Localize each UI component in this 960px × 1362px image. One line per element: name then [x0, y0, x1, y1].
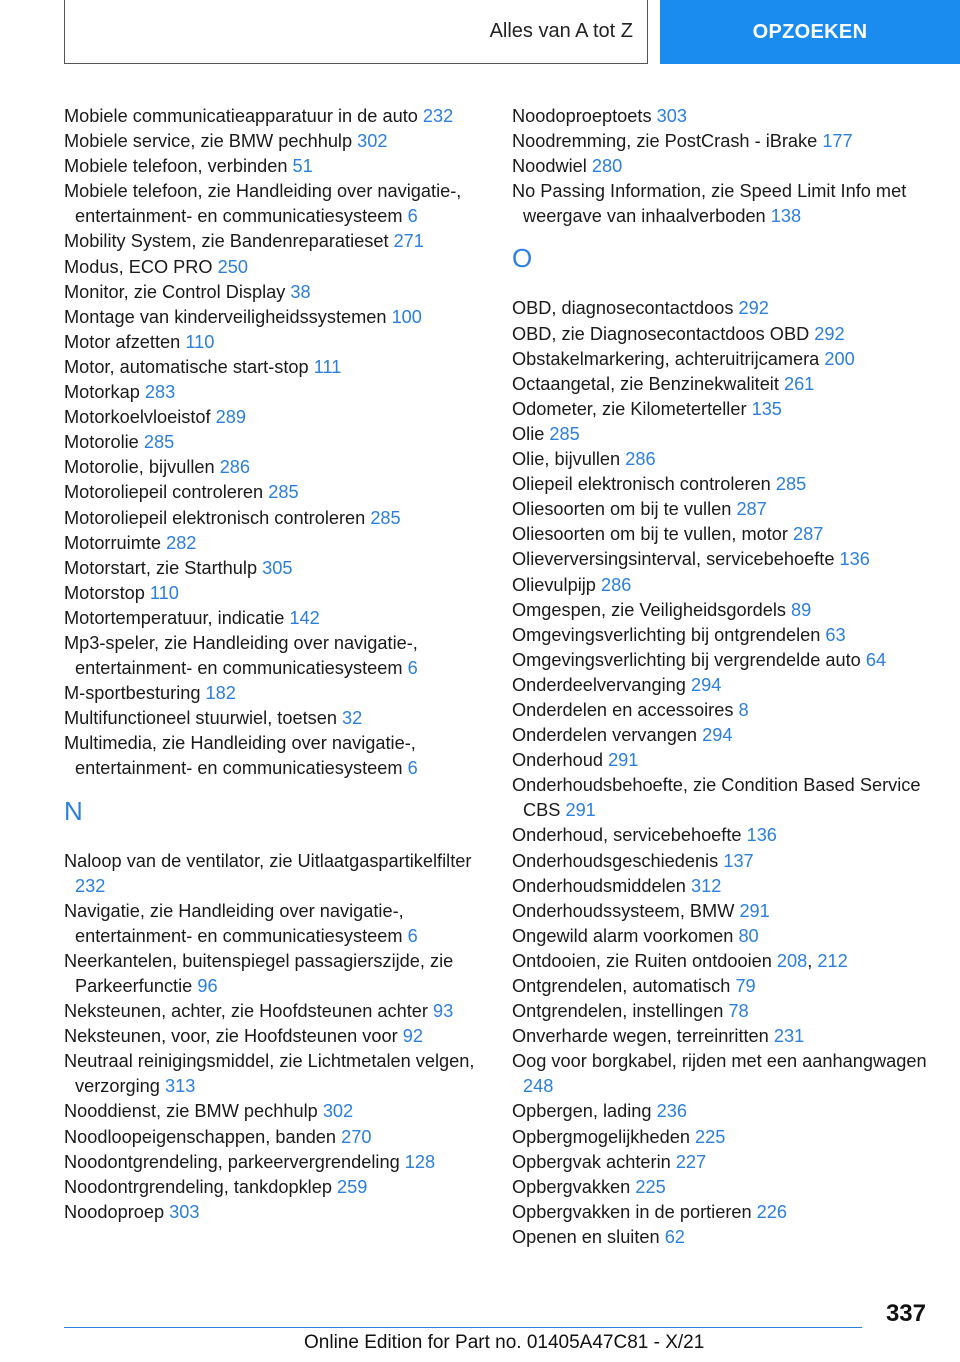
index-entry	[512, 472, 932, 497]
index-entry	[512, 129, 932, 154]
page-link[interactable]: 231	[773, 1026, 805, 1047]
page-link[interactable]: 305	[262, 557, 293, 578]
index-entry	[512, 874, 932, 899]
index-entry	[64, 631, 494, 681]
index-entry	[64, 581, 494, 606]
page-link[interactable]: 226	[756, 1201, 788, 1222]
index-term: Noodwiel	[512, 156, 592, 177]
index-entry	[64, 380, 494, 405]
page-link[interactable]: 261	[783, 373, 815, 394]
index-term: Multimedia, zie Handleiding over navigatie-, entertainment- en communicatiesysteem	[64, 733, 416, 779]
index-term: Openen en sluiten	[512, 1226, 665, 1247]
page-link[interactable]: 302	[322, 1101, 354, 1122]
page-link[interactable]: 8	[738, 699, 749, 720]
index-term: Motoroliepeil elektronisch controleren	[64, 507, 371, 528]
index-term: Olieverversingsinterval, servicebehoefte	[512, 549, 840, 570]
index-term: Opbergmogelijkheden	[512, 1126, 696, 1147]
index-term: Motoroliepeil controleren	[64, 482, 269, 503]
page-link[interactable]: 136	[839, 549, 870, 570]
index-term: Motorkoelvloeistof	[64, 407, 216, 428]
index-term: Olie, bijvullen	[512, 449, 626, 470]
index-entry	[512, 1175, 932, 1200]
page-link[interactable]: 250	[217, 256, 248, 277]
index-entry: Ontdooien, zie Ruiten ontdooien 208, 212	[512, 950, 848, 971]
page-link[interactable]: 227	[675, 1151, 707, 1172]
page-link[interactable]: 142	[289, 607, 320, 628]
page-link[interactable]: 303	[656, 106, 687, 126]
index-entry	[512, 1099, 932, 1124]
index-entry	[64, 506, 494, 531]
index-entry	[512, 723, 932, 748]
index-entry	[64, 531, 494, 556]
page-link[interactable]: 200	[824, 348, 855, 369]
page-link[interactable]: 62	[664, 1226, 685, 1247]
index-entry	[512, 347, 932, 372]
page-link[interactable]: 294	[702, 725, 733, 746]
page-link[interactable]: 177	[822, 131, 853, 152]
page-link[interactable]: 259	[337, 1176, 368, 1197]
index-term: Opbergen, lading	[512, 1101, 657, 1122]
index-entry	[512, 974, 932, 999]
index-term: Opbergvakken in de portieren	[512, 1201, 757, 1222]
index-term: Noodoproep	[64, 1201, 170, 1222]
index-term: Mobiele telefoon, zie Handleiding over navigatie-, entertainment- en communicatiesysteem	[64, 181, 462, 227]
page-link[interactable]: 137	[723, 850, 754, 871]
page-link[interactable]: 280	[591, 156, 623, 177]
page-number: 337	[885, 1300, 926, 1327]
index-term: Noodontrgrendeling, tankdopklep	[64, 1176, 338, 1197]
index-term: Ongewild alarm voorkomen	[512, 925, 739, 946]
index-term: Ontgrendelen, automatisch	[512, 976, 736, 996]
index-entry	[512, 447, 932, 472]
index-entry	[512, 1225, 932, 1250]
index-term: Motorruimte	[64, 532, 167, 553]
index-entry	[64, 731, 494, 781]
index-term: Neksteunen, achter, zie Hoofdsteunen achter	[64, 1001, 434, 1022]
page-link[interactable]: 287	[736, 499, 767, 520]
index-term: Onderhoud, servicebehoefte	[512, 825, 747, 846]
page-link[interactable]: 313	[164, 1076, 196, 1097]
index-term: Motor, automatische start-stop	[64, 356, 314, 377]
page-link[interactable]: 89	[791, 599, 812, 620]
index-entry	[512, 322, 932, 347]
page-link[interactable]: 128	[404, 1151, 436, 1172]
index-entry	[512, 924, 932, 949]
index-entry	[64, 280, 494, 305]
page-link[interactable]: 6	[407, 206, 418, 227]
page-link[interactable]: 292	[814, 323, 845, 344]
index-term: Opbergvak achterin	[512, 1151, 676, 1172]
index-entry	[64, 1175, 494, 1200]
index-term: No Passing Information, zie Speed Limit Info met weergave van inhaalverboden	[512, 181, 907, 227]
page-link[interactable]: 182	[205, 683, 236, 704]
page-link[interactable]: 270	[341, 1126, 372, 1147]
page-link[interactable]: 212	[817, 950, 848, 971]
index-term: Motorkap	[64, 382, 145, 403]
index-term: Olie	[512, 423, 550, 444]
page-link[interactable]: 286	[219, 457, 251, 478]
index-term: Ontdooien, zie Ruiten ontdooien	[512, 950, 777, 971]
page-link[interactable]: 110	[149, 582, 179, 603]
page-link[interactable]: 100	[391, 306, 422, 327]
index-term: Motorstart, zie Starthulp	[64, 557, 263, 578]
index-term: Onderhoudsbehoefte, zie Condition Based Service CBS	[512, 775, 921, 821]
index-term: Naloop van de ventilator, zie Uitlaatgaspartikelfilter	[64, 850, 472, 871]
page-link[interactable]: 93	[433, 1001, 454, 1022]
index-term: OBD, diagnosecontactdoos	[512, 298, 739, 319]
page-link[interactable]: 285	[370, 507, 401, 528]
page-link[interactable]: 291	[739, 900, 770, 921]
index-entry	[512, 497, 932, 522]
index-entry	[512, 179, 932, 229]
index-entry	[64, 255, 494, 280]
index-entry	[64, 104, 494, 129]
page-link[interactable]: 286	[625, 449, 656, 470]
page-link[interactable]: 6	[407, 658, 418, 679]
index-term: Multifunctioneel stuurwiel, toetsen	[64, 708, 343, 729]
index-entry	[64, 179, 494, 229]
index-entry	[64, 1125, 494, 1150]
index-term: Modus, ECO PRO	[64, 256, 218, 277]
page-link[interactable]: 79	[735, 976, 756, 996]
page-link[interactable]: 248	[523, 1076, 554, 1097]
index-entry	[512, 673, 932, 698]
page-link[interactable]: 294	[690, 674, 722, 695]
index-term: Mobiele telefoon, verbinden	[64, 156, 293, 177]
index-entry	[512, 598, 932, 623]
index-entry	[512, 899, 932, 924]
page-link[interactable]: 208	[776, 950, 808, 971]
page-link[interactable]: 271	[393, 231, 424, 252]
index-term: Neksteunen, voor, zie Hoofdsteunen voor	[64, 1026, 403, 1047]
page-link[interactable]: 285	[549, 423, 580, 444]
index-term: Motortemperatuur, indicatie	[64, 607, 290, 628]
index-term: OBD, zie Diagnosecontactdoos OBD	[512, 323, 815, 344]
page-link[interactable]: 80	[738, 925, 759, 946]
page-link[interactable]: 285	[143, 432, 175, 453]
section-title-box	[64, 0, 648, 64]
index-term: M-sportbesturing	[64, 683, 206, 704]
index-term: Motorolie, bijvullen	[64, 457, 220, 478]
index-entry	[64, 430, 494, 455]
index-term: Noodremming, zie PostCrash - iBrake	[512, 131, 823, 152]
index-term: Oliesoorten om bij te vullen	[512, 499, 737, 520]
footer-divider	[64, 1327, 862, 1328]
index-term: Motorolie	[64, 432, 144, 453]
page-link[interactable]: 32	[342, 708, 363, 729]
index-entry	[512, 698, 932, 723]
index-entry	[512, 296, 932, 321]
page-link[interactable]: 38	[290, 281, 311, 302]
page-link[interactable]: 6	[407, 925, 418, 946]
index-letter-heading: O	[512, 243, 533, 274]
index-entry	[512, 1049, 932, 1099]
page-link[interactable]: 138	[770, 206, 802, 227]
index-entry	[512, 422, 932, 447]
index-entry	[512, 648, 932, 673]
index-column-left	[64, 104, 494, 1225]
index-term: Nooddienst, zie BMW pechhulp	[64, 1101, 323, 1122]
index-entry	[64, 999, 494, 1024]
index-term: Onverharde wegen, terreinritten	[512, 1026, 774, 1047]
page-link[interactable]: 51	[292, 156, 313, 177]
page-link[interactable]: 287	[793, 524, 824, 545]
page-link[interactable]: 285	[268, 482, 299, 503]
page-link[interactable]: 283	[144, 382, 176, 403]
index-term: Motor afzetten	[64, 331, 186, 352]
index-entry	[64, 480, 494, 505]
index-entry	[64, 129, 494, 154]
index-term: Onderdelen vervangen	[512, 725, 703, 746]
index-term: Mobiele communicatieapparatuur in de auto	[64, 106, 423, 126]
index-term: Obstakelmarkering, achteruitrijcamera	[512, 348, 825, 369]
index-entry	[64, 1150, 494, 1175]
index-term: Odometer, zie Kilometerteller	[512, 398, 752, 419]
index-term: Motorstop	[64, 582, 150, 603]
index-term: Montage van kinderveiligheidssystemen	[64, 306, 392, 327]
page-link[interactable]: 225	[695, 1126, 726, 1147]
index-entry	[64, 556, 494, 581]
index-entry	[512, 573, 932, 598]
index-entry	[512, 547, 932, 572]
index-entry	[64, 681, 494, 706]
page-link[interactable]: 312	[690, 875, 722, 896]
index-entry	[512, 748, 932, 773]
index-entry	[64, 706, 494, 731]
index-entry	[64, 899, 494, 949]
index-term: Noodloopeigenschappen, banden	[64, 1126, 342, 1147]
index-term: Onderhoudsmiddelen	[512, 875, 691, 896]
page-link[interactable]: 232	[422, 106, 454, 126]
page-link[interactable]: 6	[407, 758, 418, 779]
page-link[interactable]: 232	[75, 875, 106, 896]
index-letter-heading: N	[64, 795, 83, 826]
index-entry	[512, 1150, 932, 1175]
index-term: Mobility System, zie Bandenreparatieset	[64, 231, 394, 252]
edition-text: Online Edition for Part no. 01405A47C81 - X/21	[304, 1332, 705, 1353]
index-term: Onderhoudsgeschiedenis	[512, 850, 724, 871]
index-term: Onderhoud	[512, 750, 609, 771]
page-link[interactable]: 292	[738, 298, 769, 319]
page-link[interactable]: 303	[169, 1201, 200, 1222]
page-link[interactable]: 135	[751, 398, 782, 419]
index-entry	[64, 305, 494, 330]
index-entry	[512, 154, 932, 179]
index-term: Navigatie, zie Handleiding over navigatie-, entertainment- en communicatiesysteem	[64, 900, 408, 946]
section-title: Alles van A tot Z	[489, 20, 633, 42]
index-entry	[512, 397, 932, 422]
index-entry	[64, 229, 494, 254]
index-term: Opbergvakken	[512, 1176, 636, 1197]
index-term: Noodontgrendeling, parkeervergrendeling	[64, 1151, 405, 1172]
index-term: Mobiele service, zie BMW pechhulp	[64, 131, 358, 152]
index-column-right	[512, 104, 932, 1250]
search-button[interactable]	[660, 0, 960, 64]
index-entry	[512, 104, 932, 129]
index-entry	[512, 1125, 932, 1150]
index-entry	[512, 773, 932, 823]
index-term: Noodoproeptoets	[512, 106, 657, 126]
index-entry	[64, 1049, 494, 1099]
index-entry	[512, 849, 932, 874]
index-entry	[512, 1024, 932, 1049]
index-term: Neerkantelen, buitenspiegel passagierszijde, zie Parkeerfunctie	[64, 950, 454, 996]
page-link[interactable]: 92	[402, 1026, 423, 1047]
page-link[interactable]: 63	[825, 624, 846, 645]
index-term: Oliesoorten om bij te vullen, motor	[512, 524, 794, 545]
index-entry	[64, 1200, 494, 1225]
page-link[interactable]: 96	[197, 976, 218, 996]
index-term: Onderhoudssysteem, BMW	[512, 900, 740, 921]
index-entry	[512, 372, 932, 397]
index-term: Monitor, zie Control Display	[64, 281, 291, 302]
index-entry	[512, 623, 932, 648]
page-link[interactable]: 111	[313, 356, 342, 377]
page-link[interactable]: 110	[185, 331, 215, 352]
index-term: Octaangetal, zie Benzinekwaliteit	[512, 373, 784, 394]
index-entry	[64, 330, 494, 355]
index-term: Oliepeil elektronisch controleren	[512, 474, 776, 495]
page-link[interactable]: 64	[865, 649, 887, 670]
page-link[interactable]: 291	[565, 800, 596, 821]
index-entry	[64, 355, 494, 380]
index-term: Ontgrendelen, instellingen	[512, 1001, 729, 1022]
page-link[interactable]: 78	[728, 1001, 749, 1022]
index-entry	[64, 606, 494, 631]
index-entry	[64, 405, 494, 430]
index-entry	[64, 455, 494, 480]
index-term: Omgevingsverlichting bij vergrendelde auto	[512, 649, 866, 670]
page-link[interactable]: 282	[166, 532, 197, 553]
index-entry	[64, 949, 494, 999]
index-term: Onderdelen en accessoires	[512, 699, 739, 720]
index-entry	[512, 823, 932, 848]
footer-edition	[304, 1332, 704, 1354]
index-entry	[512, 522, 932, 547]
page-link[interactable]: 286	[600, 574, 632, 595]
index-entry	[64, 154, 494, 179]
index-entry	[64, 849, 494, 899]
page-link[interactable]: 136	[746, 825, 777, 846]
index-term: Oog voor borgkabel, rijden met een aanhangwagen	[512, 1051, 927, 1072]
page-link[interactable]: 225	[635, 1176, 666, 1197]
page-link[interactable]: 236	[656, 1101, 687, 1122]
page-link[interactable]: 302	[357, 131, 388, 152]
index-term: Mp3-speler, zie Handleiding over navigatie-, entertainment- en communicatiesysteem	[64, 632, 418, 679]
page-link[interactable]: 291	[608, 750, 639, 771]
index-term: Olievulpijp	[512, 574, 601, 595]
index-term: Neutraal reinigingsmiddel, zie Lichtmetalen velgen, verzorging	[64, 1051, 475, 1097]
index-entry	[64, 1099, 494, 1124]
index-entry	[512, 999, 932, 1024]
index-entry	[64, 1024, 494, 1049]
index-term: Omgespen, zie Veiligheidsgordels	[512, 599, 792, 620]
page-link[interactable]: 285	[775, 474, 807, 495]
search-button-label: OPZOEKEN	[752, 20, 868, 43]
index-entry	[512, 1200, 932, 1225]
index-term: Onderdeelvervanging	[512, 674, 691, 695]
index-term: Omgevingsverlichting bij ontgrendelen	[512, 624, 826, 645]
page-link[interactable]: 289	[215, 407, 246, 428]
